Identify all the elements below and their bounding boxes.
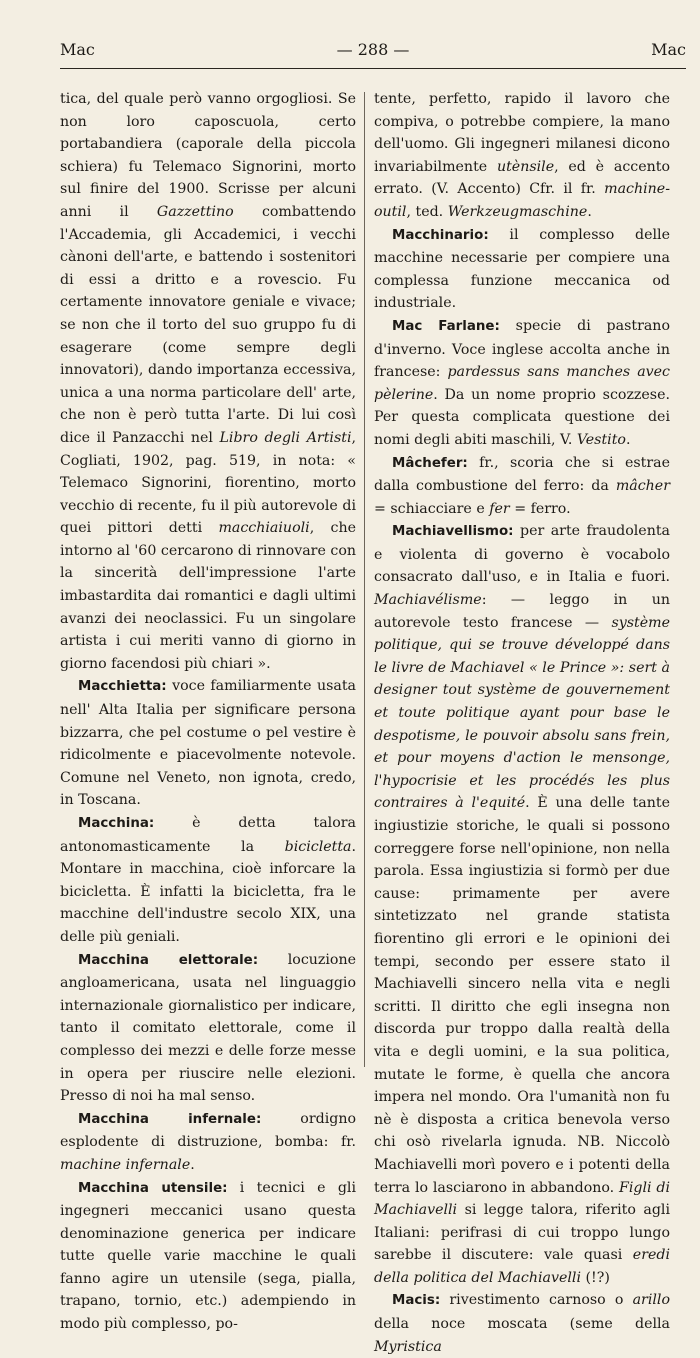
text-run: . Da un nome proprio scozzese. Per questa complicata questione dei nomi degli abiti maschili, V. (374, 386, 670, 448)
entry-macchina-elettorale (60, 949, 356, 1108)
continued-paragraph (60, 88, 356, 675)
header-right-guideword: Mac (651, 40, 686, 59)
italic-text: machine-outil (374, 181, 670, 220)
entry-text: i tecnici e gli ingegneri meccanici usano questa denominazione generica per indicare tutte quelle varie macchine le quali fanno agire un utensile (sega, pialla, trapano, tornio, etc.) adempiendo in modo più complesso, po- (60, 1179, 356, 1333)
headword: Mac Farlane: (392, 318, 500, 334)
text-run: , ted. (406, 203, 448, 220)
entry-macis (374, 1289, 670, 1358)
text-run: . Montare in macchina, cioè inforcare la bicicletta. È infatti la bicicletta, fra le macchine dell'industre secolo XIX, una delle più geniali. (60, 838, 356, 945)
header-left-guideword: Mac (60, 40, 95, 59)
italic-text: machine infernale (60, 1156, 191, 1173)
italic-text: Vestito (576, 431, 626, 448)
column-divider (364, 92, 365, 1067)
text-run: . (587, 203, 592, 220)
entry-macchietta (60, 675, 356, 812)
italic-text: bicicletta (284, 838, 352, 855)
headword: Macis: (392, 1293, 441, 1309)
entry-text: locuzione angloamericana, usata nel linguaggio internazionale giornalistico per indicare, tanto il comitato elettorale, come il complesso dei mezzi e delle forze messe in opera per riuscire nelle elezioni. Presso di noi ha mal senso. (60, 951, 356, 1105)
headword: Macchinario: (392, 227, 489, 243)
headword: Macchina infernale: (78, 1111, 262, 1127)
text-run: è detta talora antonomasticamente la (60, 815, 356, 855)
text-run: : — leggo in un autorevole testo francese — (374, 592, 670, 631)
text-run: ordigno esplodente di distruzione, bomba: fr. (60, 1110, 357, 1151)
text-run: specie di pastrano d'inverno. Voce inglese accolta anche in francese: (374, 317, 670, 381)
entry-text: voce familiarmente usata nell' Alta Italia per significare persona bizzarra, che pel costume o pel vestire è ridicolmente e piacevolmente notevole. Comune nel Veneto, non ignota, credo, in Toscana. (60, 678, 356, 809)
text-run: tica, del quale però vanno orgogliosi. Se non loro caposcuola, certo portabandiera (caporale della piccola schiera) fu Telemaco Signorini, morto sul finire del 1900. Scrisse per alcuni anni il (60, 91, 356, 220)
text-run: tente, perfetto, rapido il lavoro che compiva, o potrebbe compiere, la mano dell'uomo. Gli ingegneri milanesi dicono invariabilmente (374, 91, 670, 175)
text-run: si legge talora, riferito agli Italiani: perifrasi di cui troppo lungo sarebbe il discutere: vale quasi (374, 1202, 670, 1264)
italic-text: arillo (632, 1292, 670, 1309)
text-run: combattendo l'Accademia, gli Accademici, i vecchi cànoni dell'arte, e battendo i sostenitori di essi a dritto e a rovescio. Fu certamente innovatore geniale e vivace; se non che il torto del suo gruppo fu di esagerare (come sempre degli innovatori), dando importanza eccessiva, unica a una norma particolare dell' arte, che non è però tutta l'arte. Di lui così dice il Panzacchi nel (60, 203, 356, 446)
text-run: , Cogliati, 1902, pag. 519, in nota: « Telemaco Signorini, fiorentino, morto vecchio di recente, fu il più autorevole di quei pittori detti (60, 429, 356, 537)
right-column (374, 88, 671, 1355)
headword: Macchina: (78, 816, 155, 831)
entry-text (374, 523, 670, 1286)
continued-paragraph (374, 88, 670, 224)
italic-text: système politique, qui se trouve développé dans le livre de Machiavel « le Prince »: sert à designer tout système de gouvernement et toute politique ayant pour base le despotisme, le pouvoir absolu sans frein, et pour moyens d'action le mensonge, l'hypocrisie et les procédés les plus contraires à l'equité (374, 614, 670, 812)
italic-text: Machiavélisme (374, 592, 482, 609)
entry-macchina (60, 812, 356, 949)
text-run: della noce moscata (seme della (374, 1316, 670, 1333)
entry-text (60, 815, 356, 945)
page-number: — 288 — (336, 40, 410, 59)
entry-text: il complesso delle macchine necessarie per compiere una complessa funzione meccanica od industriale. (374, 226, 670, 312)
entry-mac-farlane (374, 315, 670, 452)
text-run: (!?) (581, 1269, 610, 1286)
text-run: per arte fraudolenta e violenta di governo è vocabolo consacrato dall'uso, e in Italia e fuori. (374, 523, 670, 586)
page-header (60, 36, 686, 64)
entry-macchina-utensile (60, 1177, 356, 1336)
headword: Machiavellismo: (392, 524, 514, 540)
text-run: . (625, 431, 631, 448)
text-run: , ed è accento errato. (V. Accento) Cfr. il fr. (374, 158, 670, 198)
headword: Macchietta: (78, 679, 167, 695)
italic-text: mâcher (615, 478, 670, 495)
text-run: rivestimento carnoso o (440, 1292, 633, 1309)
italic-text: Libro degli Artisti (219, 429, 352, 446)
left-column (60, 88, 357, 1333)
italic-text: pardessus sans manches avec pèlerine (374, 364, 671, 403)
italic-text: Figli di Machiavelli (374, 1179, 670, 1219)
text-run: fr., scoria che si estrae dalla combustione del ferro: da (374, 454, 670, 495)
italic-text: Myristica (374, 1338, 442, 1355)
entry-machefer (374, 452, 670, 521)
italic-text: macchiaiuoli (218, 520, 310, 537)
italic-text: fer (489, 500, 510, 517)
headword: Mâchefer: (392, 455, 468, 471)
headword: Macchina elettorale: (78, 952, 259, 968)
entry-macchina-infernale (60, 1108, 356, 1177)
italic-text: utènsile (496, 158, 555, 175)
text-run: , che intorno al '60 cercarono di rinnovare con la sincerità dell'impressione l'arte imbastardita dai romantici e dagli ultimi avanzi dei neoclassici. Fu un singolare artista i cui meriti vanno di giorno in giorno facendosi più chiari ». (60, 520, 357, 672)
italic-text: Werkzeugmaschine (447, 203, 588, 220)
text-run: = ferro. (509, 500, 571, 517)
text-run: . È una delle tante ingiustizie storiche, le quali si possono correggere forse nell'opinione, non nella parola. Essa ingiustizia si formò per due cause: primamente per avere sintetizzato nel grande statista fiorentino gli errori e le opinioni dei tempi, secondo per essere stato il Machiavelli sincero nella vita e negli scritti. Il diritto che egli insegna non discorda pur troppo dalla realtà della vita e degli uomini, e la sua politica, mutate le forme, è quella che ancora impera nel mondo. Ora l'umanità non fu nè è disposta a critica benevola verso chi osò rivelarla ignuda. NB. Niccolò Machiavelli morì povero e i potenti della terra lo lasciarono in abbandono. (374, 795, 670, 1196)
entry-macchinario (374, 224, 670, 315)
text-run: = schiacciare e (374, 500, 490, 517)
entry-machiavellismo (374, 520, 670, 1289)
entry-text (374, 318, 670, 448)
italic-text: Gazzettino (156, 203, 234, 220)
header-rule (60, 68, 686, 69)
italic-text: eredi della politica del Machiavelli (374, 1247, 670, 1286)
text-run: . (190, 1156, 195, 1173)
headword: Macchina utensile: (78, 1180, 228, 1196)
